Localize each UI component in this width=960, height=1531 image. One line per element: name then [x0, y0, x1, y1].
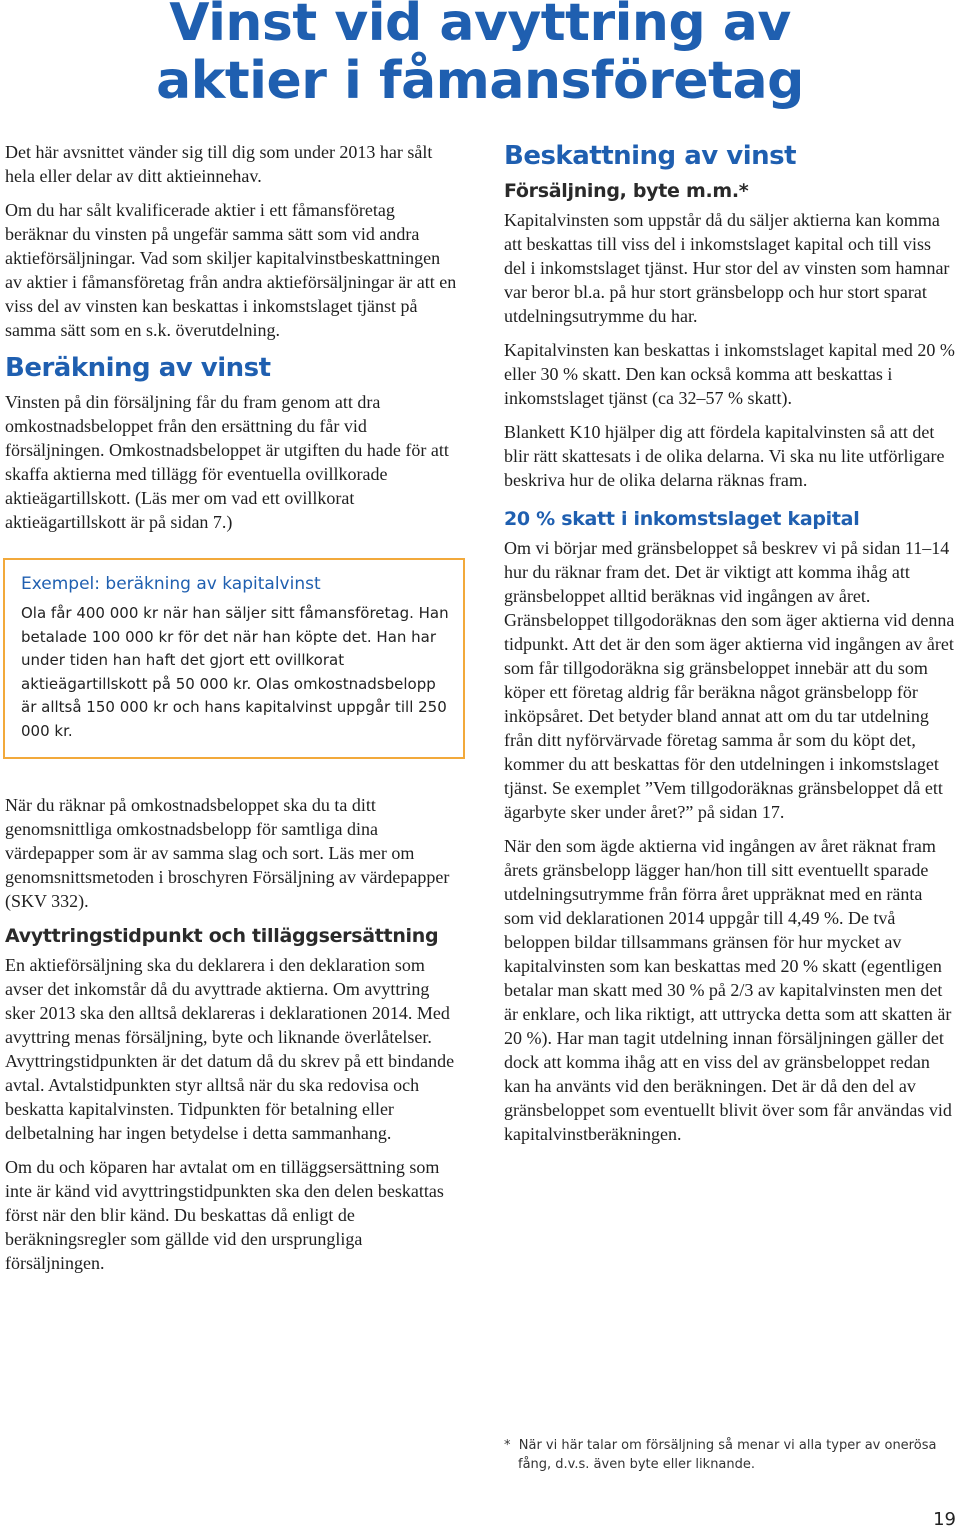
- sale-paragraph-2: Kapitalvinsten kan beskattas i inkomstslaget kapital med 20 % eller 30 % skatt. Den kan också komma att beskattas i inkomstslaget tjänst (ca 32–57 % skatt).: [504, 340, 955, 408]
- sale-paragraph-1: Kapitalvinsten som uppstår då du säljer aktierna kan komma att beskattas till viss del i inkomstslaget kapital och till viss del i inkomstslaget tjänst. Hur stor del av vinsten som hamnar var beror bl.a. på hur stort gränsbelopp och hur stort sparat utdelningsutrymme du har.: [504, 210, 950, 326]
- sale-paragraph-3: Blankett K10 hjälper dig att fördela kapitalvinsten så att det blir rätt skattesats i de olika delarna. Vi ska nu lite utförligare beskriva hur de olika delarna räknas fram.: [504, 422, 945, 490]
- example-heading: Exempel: beräkning av kapitalvinst: [21, 574, 321, 594]
- twenty-percent-heading: 20 % skatt i inkomstslaget kapital: [504, 508, 860, 530]
- example-box: [3, 558, 465, 759]
- timing-paragraph-2: Om du och köparen har avtalat om en tilläggsersättning som inte är känd vid avyttringstidpunkten ska den delen beskattas först när den blir känd. Du beskattas då enligt de beräkningsregler som gällde vid den ursprungliga försäljningen.: [5, 1157, 444, 1273]
- timing-heading: Avyttringstidpunkt och tilläggsersättning: [5, 925, 439, 947]
- intro-paragraph-1: Det här avsnittet vänder sig till dig som under 2013 har sålt hela eller delar av ditt aktieinnehav.: [5, 142, 433, 186]
- twenty-percent-paragraph-2: När den som ägde aktierna vid ingången av året räknat fram årets gränsbelopp lägger han/hon till sitt eventuellt sparade utdelningsutrymme från förra året uppräknat med en ränta som vid deklarationen 2014 uppgår till 4,49 %. De två beloppen bildar tillsammans gränsen för hur mycket av kapitalvinsten som kan beskattas med 20 % skatt (egentligen betalar man skatt med 30 % på 2/3 av kapitalvinsten men det är enklare, och lika riktigt, att uttrycka detta som att skatten är 20 %). Har man tagit utdelning innan försäljningen gäller det dock att komma ihåg att en viss del av gränsbeloppet redan kan ha använts vid den beräkningen. Det är då den del av gränsbeloppet som eventuellt blivit över som får användas vid kapitalvinstberäkningen.: [504, 836, 952, 1144]
- sale-heading: Försäljning, byte m.m.*: [504, 180, 749, 202]
- page-title: [0, 0, 960, 110]
- example-text: Ola får 400 000 kr när han säljer sitt fåmansföretag. Han betalade 100 000 kr för det när han köpte det. Han har under tiden han haft det gjort ett ovillkorat aktieägartillskott på 50 000 kr. Olas omkostnadsbelopp är alltså 150 000 kr och hans kapitalvinst uppgår till 250 000 kr.: [21, 604, 449, 740]
- taxation-heading: Beskattning av vinst: [504, 141, 797, 171]
- page-title-line-2: aktier i fåmansföretag: [156, 51, 804, 111]
- timing-paragraph-1: En aktieförsäljning ska du deklarera i den deklaration som avser det inkomstår då du avyttrade aktierna. Om avyttring sker 2013 ska den alltså deklareras i deklarationen 2014. Med avyttring menas försäljning, byte och liknande överlåtelser. Avyttringstidpunkten är det datum då du skrev på ett bindande avtal. Avtalstidpunkten styr alltså när du ska redovisa och beskatta kapitalvinsten. Tidpunkten för betalning eller delbetalning har ingen betydelse i detta sammanhang.: [5, 955, 455, 1143]
- average-cost-paragraph: När du räknar på omkostnadsbeloppet ska du ta ditt genomsnittliga omkostnadsbelopp för samtliga dina värdepapper som är av samma slag och sort. Läs mer om genomsnittsmetoden i broschyren Försäljning av värdepapper (SKV 332).: [5, 795, 450, 911]
- page-number: 19: [933, 1509, 956, 1530]
- intro-paragraph-2: Om du har sålt kvalificerade aktier i ett fåmansföretag beräknar du vinsten på ungefär samma sätt som vid andra aktieförsäljningar. Vad som skiljer kapitalvinstbeskattningen av aktier i fåmansföretag från andra aktieförsäljningar är att en viss del av vinsten kan beskattas i inkomstslaget tjänst på samma sätt som en s.k. överutdelning.: [5, 200, 457, 340]
- calculation-paragraph: Vinsten på din försäljning får du fram genom att dra omkostnadsbeloppet från den ersättning du får vid försäljningen. Omkostnadsbeloppet är utgiften du hade för att skaffa aktierna med tillägg för eventuella ovillkorade aktieägartillskott. (Läs mer om vad ett ovillkorat aktieägartillskott är på sidan 7.): [5, 392, 449, 532]
- footnote: * När vi här talar om försäljning så menar vi alla typer av onerösa fång, d.v.s. även byte eller liknande.: [504, 1438, 937, 1472]
- left-column: [5, 140, 457, 1285]
- calculation-heading: Beräkning av vinst: [5, 353, 271, 383]
- page-title-line-1: Vinst vid avyttring av: [169, 0, 791, 53]
- right-column: [504, 140, 956, 1156]
- twenty-percent-paragraph-1: Om vi börjar med gränsbeloppet så beskrev vi på sidan 11–14 hur du räknar fram det. Det är viktigt att komma ihåg att gränsbeloppet alltid beräknas vid ingången av året. Gränsbeloppet tillgodoräknas den som äger aktierna vid denna tidpunkt. Att det är den som äger aktierna vid ingången av året som får tillgodoräkna sig gränsbeloppet innebär att du som köper ett företag aldrig får beräkna något gränsbelopp för inköpsåret. Det betyder bland annat att om du tar utdelning från ditt nyförvärvade företag samma år som du köpt det, kommer du att beskattas för den utdelningen i inkomstslaget tjänst. Se exemplet ”Vem tillgodoräknas gränsbeloppet då ett ägarbyte sker under året?” på sidan 17.: [504, 538, 955, 822]
